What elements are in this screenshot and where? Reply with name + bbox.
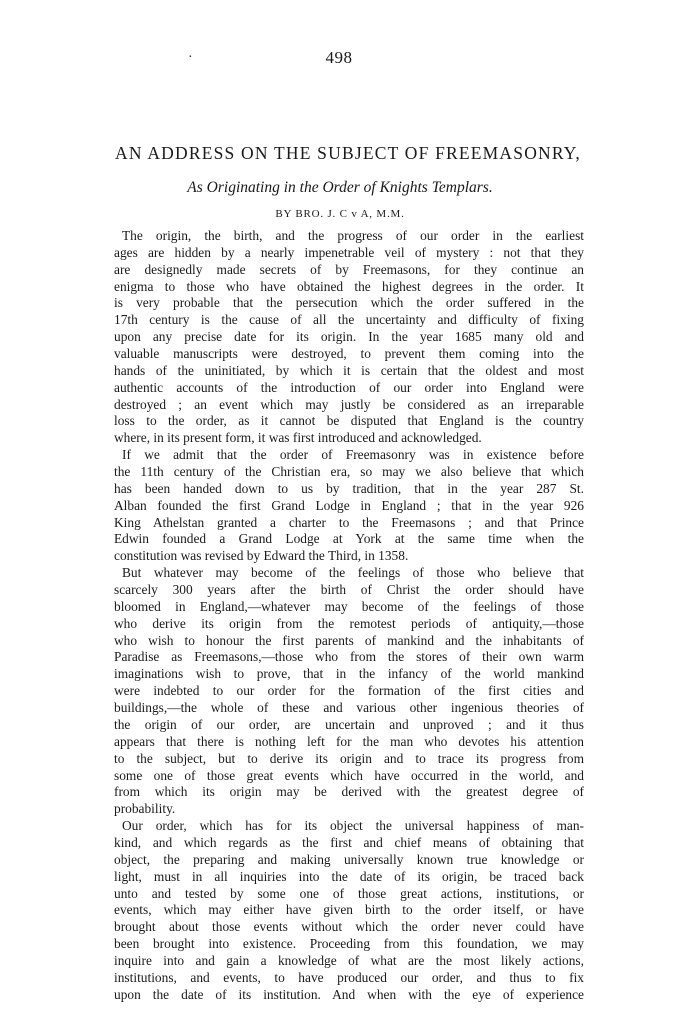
body-line: Paradise as Freemasons,—those who from the stores of their own warm <box>114 649 584 665</box>
body-line: But whatever may become of the feelings of those who believe that <box>122 565 584 581</box>
body-line: destroyed ; an event which may justly be considered as an irreparable <box>114 396 584 412</box>
body-line: unto and tested by some one of those great actions, institutions, or <box>114 885 584 901</box>
body-line: 17th century is the cause of all the uncertainty and difficulty of fixing <box>114 312 584 328</box>
body-line: are designedly made secrets of by Freemasons, for they continue an <box>114 261 584 277</box>
body-line: object, the preparing and making universally known true knowledge or <box>114 851 584 867</box>
body-line: events, which may either have given birth to the order itself, or have <box>114 902 584 918</box>
body-line: some one of those great events which have occurred in the world, and <box>114 767 584 783</box>
body-line: If we admit that the order of Freemasonry was in existence before <box>122 447 584 463</box>
body-line: King Athelstan granted a charter to the Freemasons ; and that Prince <box>114 514 584 530</box>
body-line: where, in its present form, it was first introduced and acknowledged. <box>114 430 482 446</box>
body-line: Edwin founded a Grand Lodge at York at the same time when the <box>114 531 584 547</box>
body-line: scarcely 300 years after the birth of Christ the order should have <box>114 582 584 598</box>
body-text <box>114 228 584 1004</box>
body-line: Alban founded the first Grand Lodge in England ; that in the year 926 <box>114 497 584 513</box>
body-line: upon any precise date for its origin. In the year 1685 many old and <box>114 329 584 345</box>
article-title: AN ADDRESS ON THE SUBJECT OF FREEMASONRY, <box>115 143 581 163</box>
body-line: been brought into existence. Proceeding from this foundation, we may <box>114 936 584 952</box>
body-line: constitution was revised by Edward the Third, in 1358. <box>114 548 409 564</box>
body-line: enigma to those who have obtained the highest degrees in the order. It <box>114 278 584 294</box>
body-line: imaginations wish to prove, that in the infancy of the world mankind <box>114 666 584 682</box>
article-subtitle: As Originating in the Order of Knights Templars. <box>187 179 493 196</box>
body-line: authentic accounts of the introduction of our order into England were <box>114 379 584 395</box>
body-line: Our order, which has for its object the universal happiness of man- <box>122 818 584 834</box>
body-line: probability. <box>114 801 176 817</box>
body-line: the origin of our order, are uncertain and unproved ; and it thus <box>114 716 584 732</box>
body-line: inquire into and gain a knowledge of what are the most likely actions, <box>114 952 584 968</box>
margin-dot: · <box>188 50 193 65</box>
body-line: to the subject, but to derive its origin and to trace its progress from <box>114 750 584 766</box>
body-line: has been handed down to us by tradition, that in the year 287 St. <box>114 480 584 496</box>
body-line: valuable manuscripts were destroyed, to prevent them coming into the <box>114 346 584 362</box>
body-line: who wish to honour the first parents of mankind and the inhabitants of <box>114 632 584 648</box>
body-line: buildings,—the whole of these and various other ingenious theories of <box>114 700 584 716</box>
body-line: upon the date of its institution. And when with the eye of experience <box>114 986 584 1002</box>
body-line: who derive its origin from the remotest periods of antiquity,—those <box>114 615 584 631</box>
body-line: loss to the order, as it cannot be disputed that England is the country <box>114 413 584 429</box>
body-line: from which its origin may be derived with the greatest degree of <box>114 784 584 800</box>
body-line: brought about those events without which the order never could have <box>114 919 584 935</box>
body-line: the 11th century of the Christian era, so may we also believe that which <box>114 464 584 480</box>
body-line: bloomed in England,—whatever may become of the feelings of those <box>114 598 584 614</box>
body-line: were indebted to our order for the formation of the first cities and <box>114 683 584 699</box>
body-line: hands of the uninitiated, by which it is certain that the oldest and most <box>114 362 584 378</box>
body-line: appears that there is nothing left for the man who devotes his attention <box>114 733 584 749</box>
body-line: ages are hidden by a nearly impenetrable veil of mystery : not that they <box>114 244 584 260</box>
article-byline: BY BRO. J. C v A, M.M. <box>275 208 405 220</box>
body-line: is very probable that the persecution which the order suffered in the <box>114 295 584 311</box>
body-line: institutions, and events, to have produced our order, and thus to fix <box>114 969 584 985</box>
page-number: 498 <box>325 48 353 67</box>
body-line: light, must in all inquiries into the date of its origin, be traced back <box>114 868 584 884</box>
body-line: The origin, the birth, and the progress of our order in the earliest <box>122 228 584 243</box>
body-line: kind, and which regards as the first and chief means of obtaining that <box>114 834 584 850</box>
